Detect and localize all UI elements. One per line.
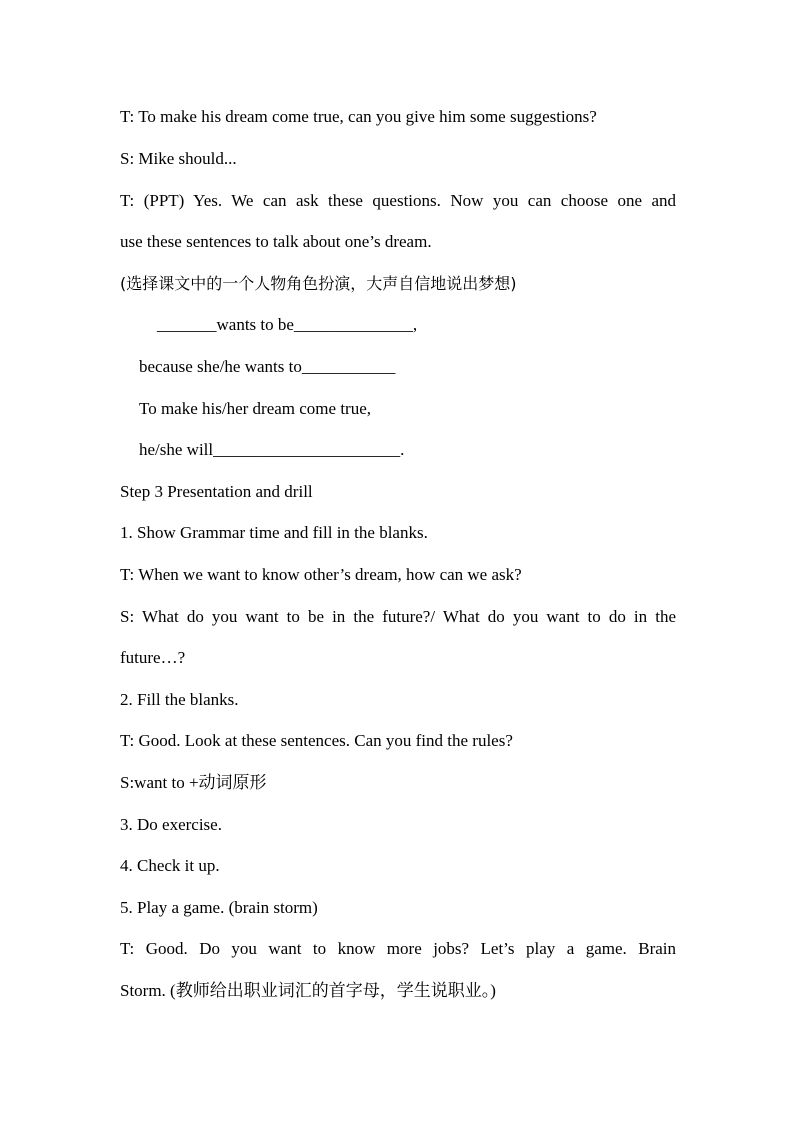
list-item: 1. Show Grammar time and fill in the blanks.: [120, 523, 428, 542]
text-line: S:want to +动词原形: [120, 773, 267, 792]
text-line: T: When we want to know other’s dream, how can we ask?: [120, 565, 522, 584]
text-line: (选择课文中的一个人物角色扮演，大声自信地说出梦想): [120, 274, 517, 293]
fill-in-line: because she/he wants to___________: [139, 357, 396, 376]
text-line: use these sentences to talk about one’s dream.: [120, 232, 432, 251]
text-line: future…?: [120, 648, 186, 667]
text-line: T: Good. Look at these sentences. Can you find the rules?: [120, 731, 513, 750]
list-item: 5. Play a game. (brain storm): [120, 898, 318, 917]
text-line: S: What do you want to be in the future?/ What do you want to do in the: [120, 607, 676, 626]
fill-in-line: _______wants to be______________,: [157, 315, 418, 334]
list-item: 4. Check it up.: [120, 856, 220, 875]
fill-in-line: To make his/her dream come true,: [139, 399, 371, 418]
text-line: T: Good. Do you want to know more jobs? Let’s play a game. Brain: [120, 939, 676, 958]
text-line: S: Mike should...: [120, 149, 237, 168]
text-line: Storm. (教师给出职业词汇的首字母，学生说职业。): [120, 981, 496, 1000]
section-heading: Step 3 Presentation and drill: [120, 482, 313, 501]
fill-in-line: he/she will______________________.: [139, 440, 405, 459]
text-line: T: (PPT) Yes. We can ask these questions. Now you can choose one and: [120, 191, 676, 210]
text-line: T: To make his dream come true, can you give him some suggestions?: [120, 107, 597, 126]
list-item: 2. Fill the blanks.: [120, 690, 239, 709]
list-item: 3. Do exercise.: [120, 815, 222, 834]
